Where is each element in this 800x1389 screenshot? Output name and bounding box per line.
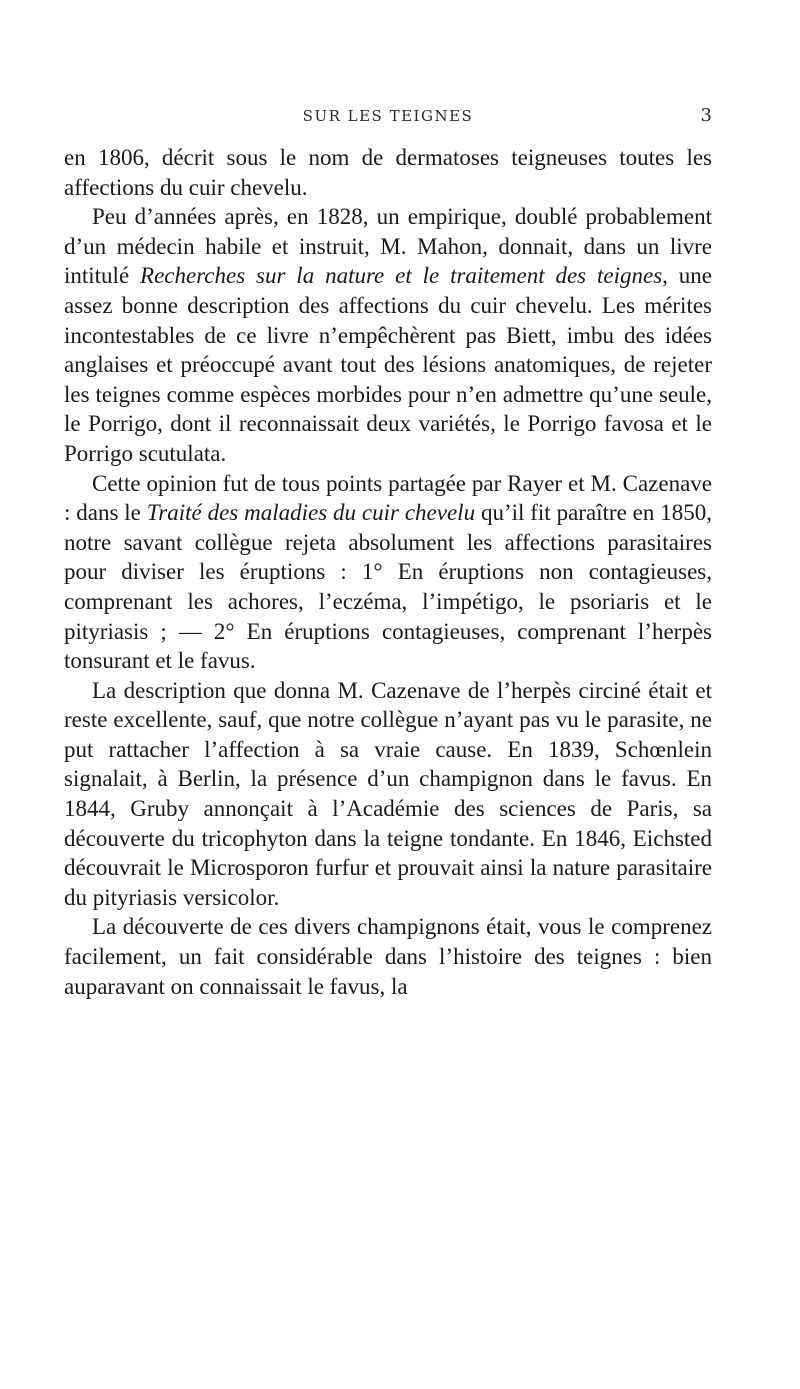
paragraph-1-text: en 1806, décrit sous le nom de dermatoses teigneuses toutes les affections du cuir chevelu.	[64, 145, 712, 200]
running-title: SUR LES TEIGNES	[302, 107, 474, 125]
book-title-recherches: Recherches sur la nature et le traitement des teignes	[140, 263, 663, 289]
running-head	[64, 103, 712, 127]
paragraph-3	[64, 469, 712, 676]
paragraph-2-text-b: , une assez bonne description des affections du cuir chevelu. Les mérites incontestables de ce livre n’empêchèrent pas Biett, imbu des idées anglaises et préoccupé avant tout des lésions anatomiques, de rejeter les teignes comme espèces morbides pour n’en admettre qu’une seule, le Porrigo, dont il reconnaissait deux variétés, le Porrigo favosa et le Porrigo scutulata.	[64, 263, 712, 466]
book-title-traite: Traité des maladies du cuir chevelu	[146, 500, 476, 526]
paragraph-4	[64, 676, 712, 913]
paragraph-5-text: La découverte de ces divers champignons était, vous le comprenez facilement, un fait considérable dans l’histoire des teignes : bien auparavant on connaissait le favus, la	[64, 914, 712, 999]
paragraph-1	[64, 143, 712, 202]
page-number: 3	[700, 105, 712, 126]
paragraph-3-text-a: Cette opinion fut de tous points partagée par Rayer et M. Cazenave : dans le	[64, 470, 712, 526]
paragraph-2-text-a: Peu d’années après, en 1828, un empirique, doublé probablement d’un médecin habile et instruit, M. Mahon, donnait, dans un livre intitulé	[64, 204, 712, 289]
body-text	[64, 143, 712, 1001]
paragraph-2	[64, 202, 712, 468]
paragraph-3-text-b: qu’il fit paraître en 1850, notre savant collègue rejeta absolument les affections parasitaires pour diviser les éruptions : 1° En éruptions non contagieuses, comprenant les achores, l’eczéma, l’impétigo, le psoriaris et le pityriasis ; — 2° En éruptions contagieuses, comprenant l’herpès tonsurant et le favus.	[64, 500, 712, 674]
paragraph-4-text: La description que donna M. Cazenave de l’herpès circiné était et reste excellente, sauf, que notre collègue n’ayant pas vu le parasite, ne put rattacher l’affection à sa vraie cause. En 1839, Schœnlein signalait, à Berlin, la présence d’un champignon dans le favus. En 1844, Gruby annonçait à l’Académie des sciences de Paris, sa découverte du tricophyton dans la teigne tondante. En 1846, Eichsted découvrait le Microsporon furfur et prouvait ainsi la nature parasitaire du pityriasis versicolor.	[64, 677, 712, 910]
paragraph-5	[64, 912, 712, 1001]
